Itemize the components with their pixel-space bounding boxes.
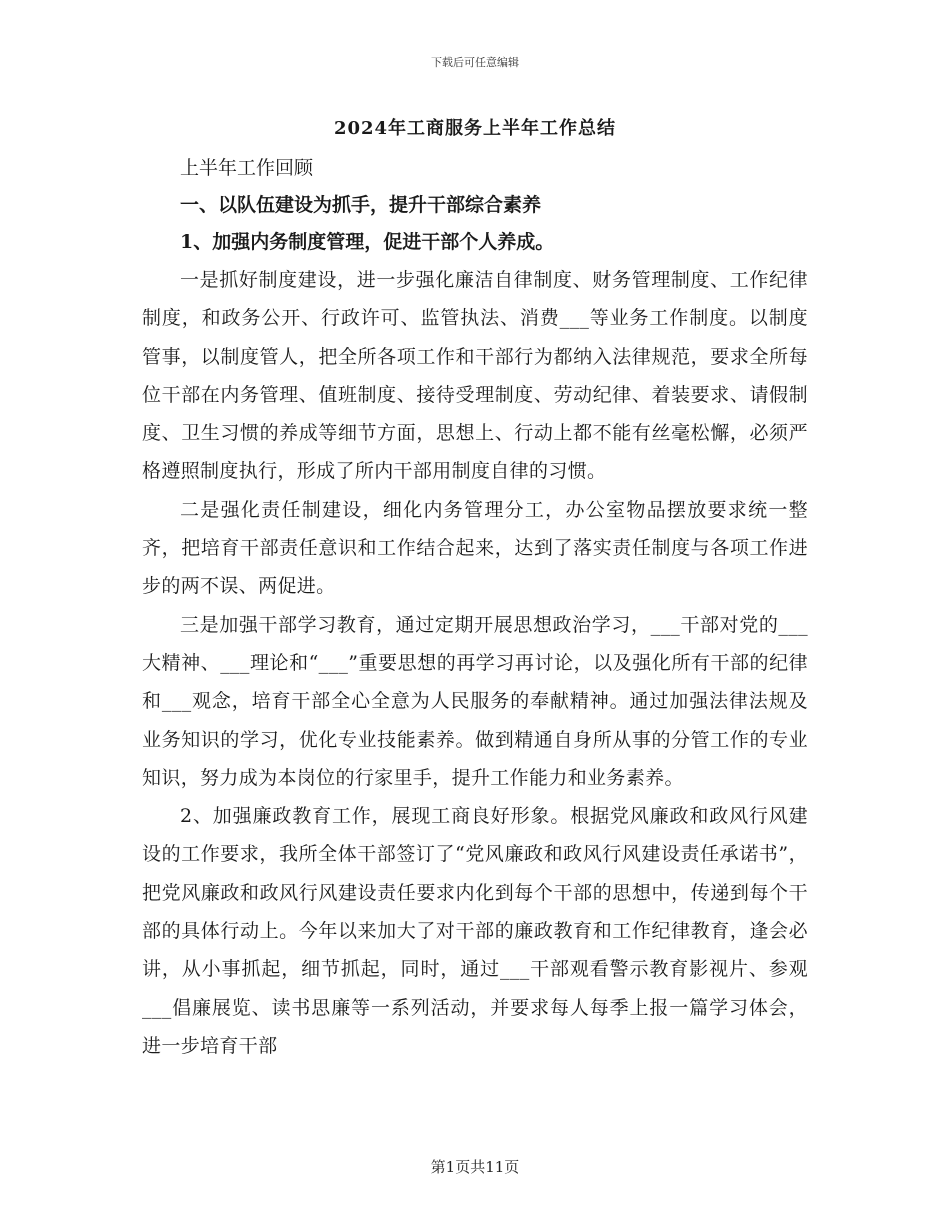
header-note: 下载后可任意编辑 [431,56,519,69]
paragraph-1: 一是抓好制度建设，进一步强化廉洁自律制度、财务管理制度、工作纪律制度，和政务公开、行政许可、监管执法、消费___等业务工作制度。以制度管事，以制度管人，把全所各项工作和干部行为都纳入法律规范，要求全所每位干部在内务管理、值班制度、接待受理制度、劳动纪律、着装要求、请假制度、卫生习惯的养成等细节方面，思想上、行动上都不能有丝毫松懈，必须严格遵照制度执行，形成了所内干部用制度自律的习惯。 [142,269,808,483]
section-heading-1: 一、以队伍建设为抓手，提升干部综合素养 [180,194,542,216]
document-title: 2024年工商服务上半年工作总结 [333,118,617,139]
page-footer: 第1页共11页 [430,1158,520,1176]
paragraph-2: 二是强化责任制建设，细化内务管理分工，办公室物品摆放要求统一整齐，把培育干部责任意识和工作结合起来，达到了落实责任制度与各项工作进步的两不误、两促进。 [142,498,808,598]
paragraph-3: 三是加强干部学习教育，通过定期开展思想政治学习，___干部对党的___大精神、___理论和“___”重要思想的再学习再讨论，以及强化所有干部的纪律和___观念，培育干部全心全意为人民服务的奉献精神。通过加强法律法规及业务知识的学习，优化专业技能素养。做到精通自身所从事的分管工作的专业知识，努力成为本岗位的行家里手，提升工作能力和业务素养。 [142,613,808,789]
subsection-heading-1: 1、加强内务制度管理，促进干部个人养成。 [180,231,555,253]
paragraph-4: 2、加强廉政教育工作，展现工商良好形象。根据党风廉政和政风行风建设的工作要求，我所全体干部签订了“党风廉政和政风行风建设责任承诺书”，把党风廉政和政风行风建设责任要求内化到每个干部的思想中，传递到每个干部的具体行动上。今年以来加大了对干部的廉政教育和工作纪律教育，逢会必讲，从小事抓起，细节抓起，同时，通过___干部观看警示教育影视片、参观___倡廉展览、读书思廉等一系列活动，并要求每人每季上报一篇学习体会，进一步培育干部 [142,805,808,1057]
review-label: 上半年工作回顾 [180,157,314,179]
document-body [142,112,808,1065]
